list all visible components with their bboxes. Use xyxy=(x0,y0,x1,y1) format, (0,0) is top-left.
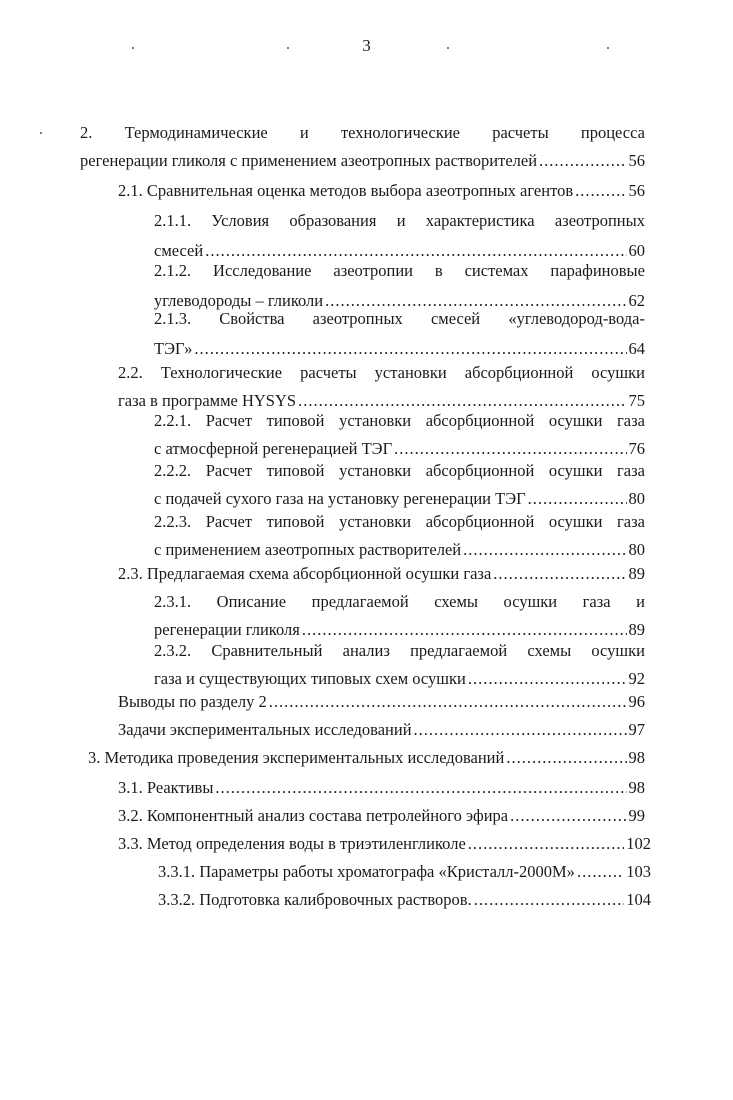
toc-word: расчеты xyxy=(300,363,357,382)
dot-leader xyxy=(468,833,624,855)
toc-word: 2.3.2. xyxy=(154,641,192,660)
toc-page: 103 xyxy=(626,862,651,881)
toc-word: 2. xyxy=(80,123,93,142)
toc-title: углеводороды – гликоли xyxy=(154,291,324,310)
toc-word: смесей xyxy=(430,309,481,328)
toc-title: регенерации гликоля xyxy=(154,620,300,639)
scan-speck xyxy=(40,132,42,134)
toc-entry-continuation[interactable] xyxy=(80,150,645,172)
toc-word: 2.3.1. xyxy=(154,592,192,611)
toc-word: и xyxy=(636,592,645,611)
toc-word: типовой xyxy=(266,461,325,480)
toc-title: газа и существующих типовых схем осушки xyxy=(154,669,466,688)
toc-entry[interactable] xyxy=(158,861,651,883)
toc-word: «углеводород-вода- xyxy=(508,309,645,328)
toc-word: установки xyxy=(339,411,412,430)
toc-entry[interactable] xyxy=(118,805,645,827)
dot-leader xyxy=(468,668,627,690)
toc-word: азеотропных xyxy=(312,309,403,328)
toc-word: типовой xyxy=(266,512,325,531)
toc-title: ТЭГ» xyxy=(154,339,193,358)
toc-entry[interactable] xyxy=(118,180,645,202)
toc-word: азеотропии xyxy=(333,261,413,280)
toc-page: 62 xyxy=(628,291,645,310)
dot-leader xyxy=(205,240,626,262)
toc-word: осушки xyxy=(591,641,645,660)
toc-word: 2.1.2. xyxy=(154,261,192,280)
toc-title: с атмосферной регенерацией ТЭГ xyxy=(154,439,393,458)
toc-word: осушки xyxy=(548,512,603,531)
toc-word: абсорбционной xyxy=(425,411,535,430)
dot-leader xyxy=(510,805,626,827)
toc-page: 92 xyxy=(628,669,645,688)
toc-word: осушки xyxy=(591,363,645,382)
dot-leader xyxy=(414,719,627,741)
toc-word: в xyxy=(434,261,443,280)
toc-page: 104 xyxy=(626,890,651,909)
toc-word: Технологические xyxy=(160,363,283,382)
toc-title: 3.3.2. Подготовка калибровочных растворов. xyxy=(158,890,472,909)
toc-title: 3. Методика проведения экспериментальных исследований xyxy=(88,748,505,767)
dot-leader xyxy=(298,390,626,412)
toc-entry[interactable] xyxy=(88,747,645,769)
toc-title: 3.2. Компонентный анализ состава петролейного эфира xyxy=(118,806,509,825)
toc-entry[interactable] xyxy=(118,563,645,585)
toc-word: Расчет xyxy=(205,512,253,531)
toc-page: 64 xyxy=(628,339,645,358)
toc-word: схемы xyxy=(434,592,479,611)
toc-entry[interactable] xyxy=(118,833,651,855)
page-number: 3 xyxy=(362,36,371,55)
toc-page: 75 xyxy=(628,391,645,410)
toc-page: 98 xyxy=(628,748,645,767)
toc-word: анализ xyxy=(342,641,390,660)
toc-word: осушки xyxy=(503,592,558,611)
toc-word: осушки xyxy=(548,461,603,480)
toc-word: 2.1.3. xyxy=(154,309,192,328)
toc-word: 2.2.2. xyxy=(154,461,192,480)
toc-word: системах xyxy=(464,261,529,280)
toc-title: Выводы по разделу 2 xyxy=(118,692,267,711)
toc-word: Сравнительный xyxy=(211,641,323,660)
toc-page: 89 xyxy=(628,564,645,583)
dot-leader xyxy=(474,889,625,911)
toc-page: 60 xyxy=(628,241,645,260)
toc-page: 80 xyxy=(628,540,645,559)
toc-word: 2.2. xyxy=(118,363,143,382)
toc-word: Расчет xyxy=(205,461,253,480)
toc-page: 96 xyxy=(628,692,645,711)
toc-page: 56 xyxy=(628,181,645,200)
dot-leader xyxy=(215,777,626,799)
dot-leader xyxy=(575,180,626,202)
toc-word: газа xyxy=(617,411,645,430)
toc-entry[interactable] xyxy=(118,719,645,741)
toc-entry[interactable] xyxy=(80,122,645,144)
toc-page: 80 xyxy=(628,489,645,508)
toc-word: и xyxy=(299,123,309,142)
toc-entry[interactable] xyxy=(154,640,645,690)
dot-leader xyxy=(394,438,626,460)
toc-page: 97 xyxy=(628,720,645,739)
toc-entry[interactable] xyxy=(118,362,645,412)
toc-title: с подачей сухого газа на установку регенерации ТЭГ xyxy=(154,489,526,508)
toc-page: 76 xyxy=(628,439,645,458)
toc-title: регенерации гликоля с применением азеотропных растворителей xyxy=(80,151,538,170)
toc-word: установки xyxy=(374,363,447,382)
toc-entry[interactable] xyxy=(154,410,645,460)
toc-entry[interactable] xyxy=(158,889,651,911)
toc-word: Термодинамические xyxy=(124,123,268,142)
toc-title: смесей xyxy=(154,241,204,260)
dot-leader xyxy=(302,619,627,641)
toc-entry[interactable] xyxy=(118,691,645,713)
dot-leader xyxy=(528,488,627,510)
toc-word: осушки xyxy=(548,411,603,430)
toc-word: абсорбционной xyxy=(425,461,535,480)
toc-word: Описание xyxy=(216,592,287,611)
toc-page: 56 xyxy=(628,151,645,170)
dot-leader xyxy=(194,338,626,360)
toc-word: образования xyxy=(289,211,377,230)
toc-title: 3.3.1. Параметры работы хроматографа «Кристалл-2000М» xyxy=(158,862,575,881)
toc-entry[interactable] xyxy=(154,460,645,510)
toc-word: предлагаемой xyxy=(311,592,409,611)
toc-word: процесса xyxy=(580,123,645,142)
toc-title: 2.3. Предлагаемая схема абсорбционной осушки газа xyxy=(118,564,492,583)
toc-title: 3.3. Метод определения воды в триэтиленгликоле xyxy=(118,834,466,853)
toc-word: Расчет xyxy=(205,411,253,430)
toc-title: 3.1. Реактивы xyxy=(118,778,214,797)
toc-word: газа xyxy=(617,461,645,480)
dot-leader xyxy=(269,691,627,713)
toc-word: 2.1.1. xyxy=(154,211,192,230)
toc-title: газа в программе HYSYS xyxy=(118,391,297,410)
toc-word: Условия xyxy=(211,211,270,230)
toc-entry[interactable] xyxy=(154,511,645,561)
toc-word: характеристика xyxy=(425,211,535,230)
toc-word: Исследование xyxy=(213,261,312,280)
dot-leader xyxy=(493,563,626,585)
toc-page: 89 xyxy=(628,620,645,639)
toc-word: абсорбционной xyxy=(464,363,574,382)
toc-word: газа xyxy=(582,592,611,611)
toc-entry[interactable] xyxy=(118,777,645,799)
toc-word: азеотропных xyxy=(554,211,645,230)
toc-title: с применением азеотропных растворителей xyxy=(154,540,462,559)
toc-word: и xyxy=(396,211,406,230)
toc-page: 99 xyxy=(628,806,645,825)
toc-word: расчеты xyxy=(492,123,549,142)
toc-entry[interactable] xyxy=(154,591,645,641)
toc-word: установки xyxy=(339,512,412,531)
dot-leader xyxy=(463,539,626,561)
toc-entry[interactable] xyxy=(154,308,645,360)
toc-word: предлагаемой xyxy=(410,641,508,660)
toc-word: 2.2.1. xyxy=(154,411,192,430)
toc-title: 2.1. Сравнительная оценка методов выбора азеотропных агентов xyxy=(118,181,574,200)
toc-entry[interactable] xyxy=(154,260,645,312)
toc-page: 98 xyxy=(628,778,645,797)
toc-title: Задачи экспериментальных исследований xyxy=(118,720,412,739)
dot-leader xyxy=(506,747,626,769)
toc-page: 102 xyxy=(626,834,651,853)
toc-word: схемы xyxy=(527,641,572,660)
toc-entry[interactable] xyxy=(154,210,645,262)
toc-word: 2.2.3. xyxy=(154,512,192,531)
toc-word: технологические xyxy=(340,123,460,142)
toc-word: газа xyxy=(617,512,645,531)
toc-word: абсорбционной xyxy=(425,512,535,531)
toc-word: Свойства xyxy=(219,309,285,328)
toc-word: типовой xyxy=(266,411,325,430)
dot-leader xyxy=(577,861,624,883)
toc-word: установки xyxy=(339,461,412,480)
dot-leader xyxy=(539,150,626,172)
toc-word: парафиновые xyxy=(550,261,645,280)
